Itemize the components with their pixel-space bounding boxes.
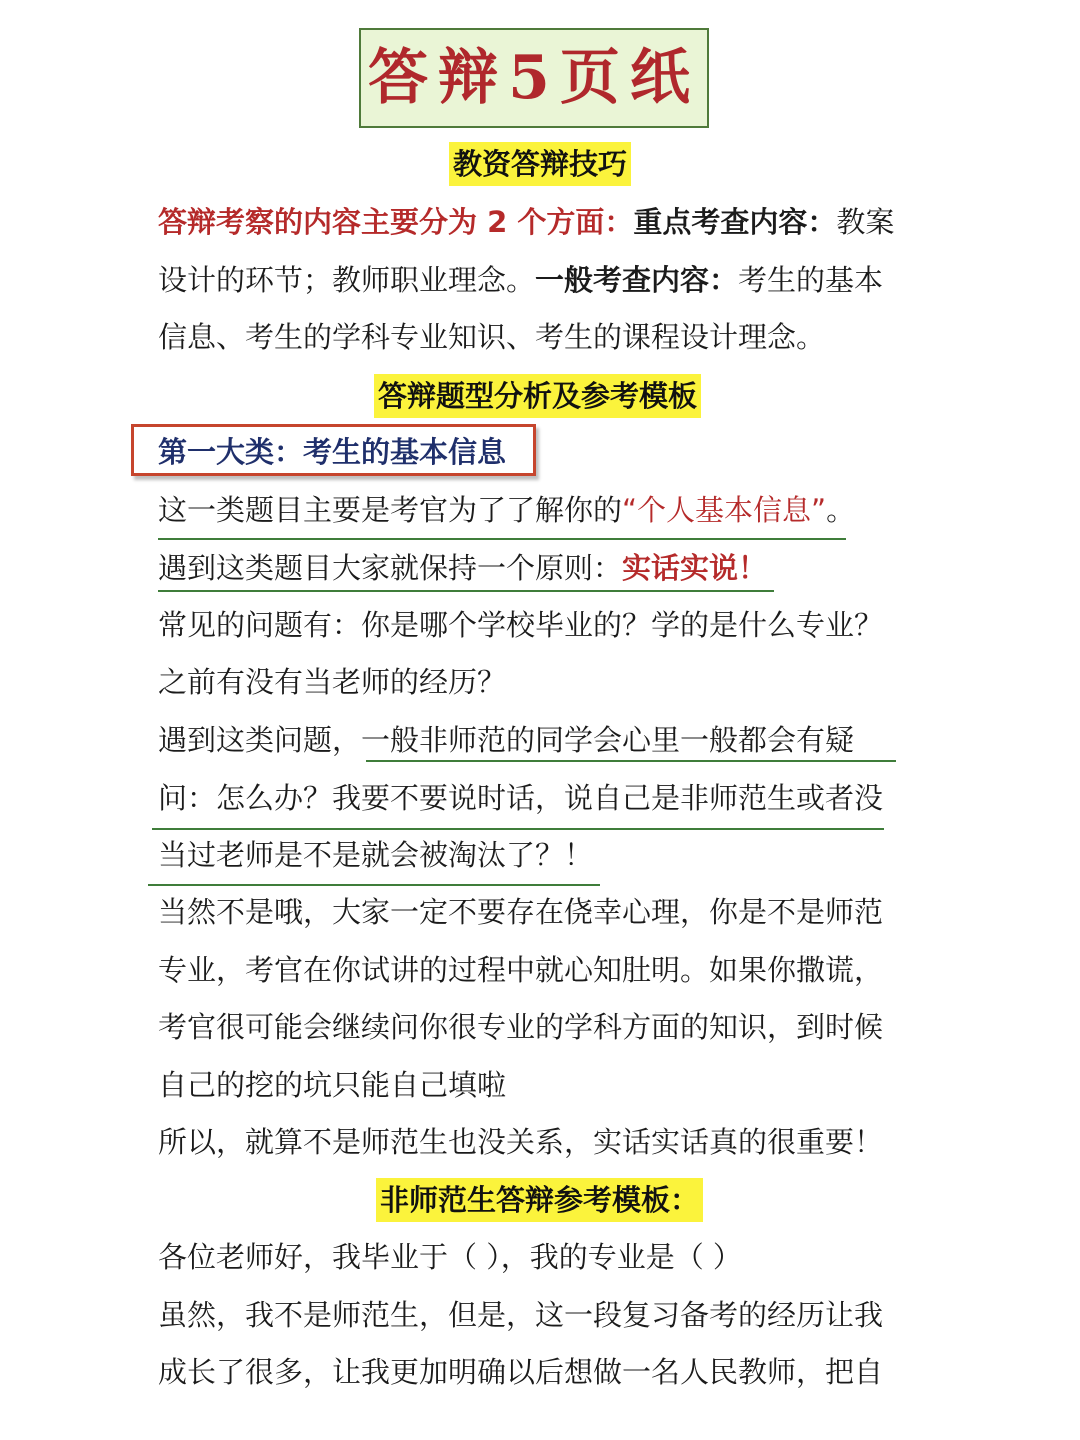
heading-tips: 教资答辩技巧 [449, 142, 631, 186]
body-line-6: 问：怎么办？我要不要说时话，说自己是非师范生或者没 [158, 781, 884, 815]
body-line-4: 之前有没有当老师的经历？ [158, 665, 507, 699]
body-line-7: 当过老师是不是就会被淘汰了？！ [158, 838, 594, 872]
intro-line-3: 信息、考生的学科专业知识、考生的课程设计理念。 [158, 320, 826, 354]
intro-key-label: 重点考查内容： [633, 205, 837, 239]
body-text: 。 [826, 493, 856, 527]
body-text: 这一类题目主要是考官为了了解你的 [158, 493, 623, 527]
body-line-9: 专业，考官在你试讲的过程中就心知肚明。如果你撒谎， [158, 953, 884, 987]
underline [366, 760, 896, 762]
intro-line-1 [158, 202, 894, 242]
heading-analysis: 答辩题型分析及参考模板 [374, 374, 701, 418]
page-title: 答辩5页纸 [368, 43, 700, 113]
intro-line-2 [158, 260, 883, 300]
body-line-3: 常见的问题有：你是哪个学校毕业的？学的是什么专业？ [158, 608, 884, 642]
underline [148, 884, 600, 886]
underline [152, 828, 884, 830]
body-line-8: 当然不是哦，大家一定不要存在侥幸心理，你是不是师范 [158, 895, 884, 929]
underline [158, 590, 774, 592]
body-line-1 [158, 490, 855, 530]
category-title: 第一大类：考生的基本信息 [158, 435, 507, 469]
intro-general-label: 一般考查内容： [535, 263, 739, 297]
underline [158, 538, 846, 540]
body-line-5: 遇到这类问题，一般非师范的同学会心里一般都会有疑 [158, 723, 855, 757]
intro-text: 考生的基本 [738, 263, 884, 297]
template-line-1: 各位老师好，我毕业于（ ），我的专业是（ ） [158, 1240, 742, 1274]
body-red-text: 实话实说！ [622, 551, 768, 585]
body-line-11: 自己的挖的坑只能自己填啦 [158, 1068, 507, 1102]
heading-template: 非师范生答辩参考模板： [376, 1178, 703, 1222]
template-line-3: 成长了很多，让我更加明确以后想做一名人民教师，把自 [158, 1355, 884, 1389]
template-line-2: 虽然，我不是师范生，但是，这一段复习备考的经历让我 [158, 1298, 884, 1332]
body-line-2 [158, 548, 767, 588]
intro-text: 教案 [836, 205, 895, 239]
body-line-10: 考官很可能会继续问你很专业的学科方面的知识，到时候 [158, 1010, 884, 1044]
title-box [359, 28, 709, 128]
intro-red-text: 答辩考察的内容主要分为 2 个方面： [158, 205, 634, 239]
body-line-12: 所以，就算不是师范生也没关系，实话实话真的很重要！ [158, 1125, 884, 1159]
intro-text: 设计的环节；教师职业理念。 [158, 263, 536, 297]
body-text: 遇到这类题目大家就保持一个原则： [158, 551, 623, 585]
body-red-text: “个人基本信息” [622, 493, 827, 527]
